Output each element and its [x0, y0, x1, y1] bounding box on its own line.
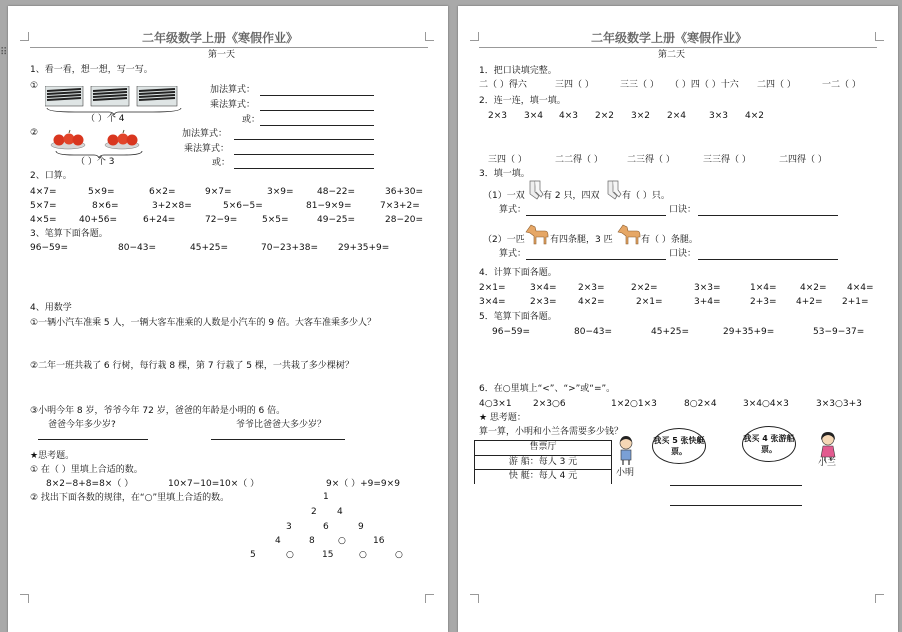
rhyme-item: （ ）四（ ）十六: [670, 80, 739, 90]
rhyme-item: 三四（ ）: [555, 80, 594, 90]
sub-question: 爷爷比爸爸大多少岁？: [236, 420, 327, 430]
oral-item: 72−9=: [205, 215, 238, 225]
think-question: ② 找出下面各数的规律，在“○”里填上合适的数。: [30, 493, 230, 503]
calc-item: 3×4=: [479, 297, 506, 307]
number-triangle-cell: 6: [323, 522, 329, 532]
oral-item: 48−22=: [317, 187, 355, 197]
rhyme-item: 二四（ ）: [757, 80, 796, 90]
speech-bubble: [742, 426, 796, 462]
match-top-item[interactable]: 2×3: [488, 111, 507, 121]
match-bottom-item[interactable]: 三四（ ）: [488, 155, 527, 165]
number-triangle-cell[interactable]: ○: [395, 550, 403, 560]
answer-blank[interactable]: [670, 505, 802, 506]
number-triangle-cell: 4: [275, 536, 281, 546]
answer-blank[interactable]: [698, 215, 838, 216]
written-calc-item: 29+35+9=: [338, 243, 390, 253]
answer-blank[interactable]: [234, 154, 374, 155]
ticket-office-table: [474, 440, 612, 484]
or-label: 或：: [212, 158, 231, 168]
bubble-text: 我买 5 张快艇票。: [653, 436, 705, 456]
match-top-item[interactable]: 3×3: [709, 111, 728, 121]
calc-item: 4×2=: [578, 297, 605, 307]
rhyme-label: 口诀：: [669, 205, 697, 215]
fill-text: （2）一匹: [483, 235, 525, 245]
crop-mark-icon: [470, 594, 479, 603]
socks-icon: [526, 180, 544, 200]
written-calc-item: 96−59=: [492, 327, 530, 337]
word-problem: ②二年一班共栽了 6 行树，每行栽 8 棵，第 7 行栽了 5 棵，一共栽了多少棵树？: [30, 361, 354, 371]
group-caption: （ ）个 4: [86, 114, 125, 124]
calc-item: 2+1=: [842, 297, 869, 307]
match-top-item[interactable]: 4×3: [559, 111, 578, 121]
oral-item: 4×5=: [30, 215, 57, 225]
number-triangle-cell: 3: [286, 522, 292, 532]
page-right: [458, 6, 898, 632]
calc-item: 3+4=: [694, 297, 721, 307]
calc-item: 2+3=: [750, 297, 777, 307]
match-bottom-item[interactable]: 三三得（ ）: [703, 155, 751, 165]
add-label: 加法算式：: [182, 129, 228, 139]
section-heading: 4．计算下面各题。: [479, 268, 557, 278]
day-label: 第一天: [208, 50, 236, 60]
calc-item: 2×1=: [479, 283, 506, 293]
calc-item: 4×2=: [800, 283, 827, 293]
oral-item: 8×6=: [92, 201, 119, 211]
section-heading: 2、口算。: [30, 171, 72, 181]
answer-blank[interactable]: [234, 139, 374, 140]
oral-item: 49−25=: [317, 215, 355, 225]
match-top-item[interactable]: 4×2: [745, 111, 764, 121]
number-triangle-cell: 8: [309, 536, 315, 546]
drag-handle-icon[interactable]: ⠿: [0, 47, 8, 58]
oral-item: 4×7=: [30, 187, 57, 197]
mul-label: 乘法算式：: [210, 100, 256, 110]
section-heading: ★思考题。: [30, 451, 75, 461]
compare-item: 1×2○1×3: [611, 399, 657, 409]
match-bottom-item[interactable]: 二二得（ ）: [555, 155, 603, 165]
socks-icon: [604, 180, 622, 200]
crop-mark-icon: [875, 32, 884, 41]
answer-blank[interactable]: [38, 439, 148, 440]
number-triangle-cell: 9: [358, 522, 364, 532]
section-heading: 5．笔算下面各题。: [479, 312, 557, 322]
ticket-price-row: 游 船：每人 3 元: [475, 455, 611, 469]
fill-item: 8×2−8+8=8×（ ）: [46, 479, 134, 489]
oral-item: 5×7=: [30, 201, 57, 211]
match-top-item[interactable]: 3×2: [631, 111, 650, 121]
speech-bubble: [652, 428, 706, 464]
page-title: 二年级数学上册《寒假作业》: [142, 31, 299, 45]
oral-item: 3×9=: [267, 187, 294, 197]
section-heading: 2．连一连，填一填。: [479, 96, 566, 106]
written-calc-item: 45+25=: [651, 327, 689, 337]
written-calc-item: 53−9−37=: [813, 327, 865, 337]
match-bottom-item[interactable]: 二四得（ ）: [779, 155, 827, 165]
rhyme-item: 二（ ）得六: [479, 80, 527, 90]
formula-label: 算式：: [499, 205, 527, 215]
calc-item: 3×4=: [530, 283, 557, 293]
oral-item: 6+24=: [143, 215, 176, 225]
answer-blank[interactable]: [670, 485, 802, 486]
number-triangle-cell: 15: [322, 550, 334, 560]
written-calc-item: 80−43=: [118, 243, 156, 253]
written-calc-item: 70−23+38=: [261, 243, 318, 253]
number-triangle-cell: 1: [323, 492, 329, 502]
compare-item: 4○3×1: [479, 399, 512, 409]
oral-item: 5×6−5=: [223, 201, 263, 211]
section-heading: 1．把口诀填完整。: [479, 66, 557, 76]
crop-mark-icon: [425, 594, 434, 603]
oral-item: 9×7=: [205, 187, 232, 197]
answer-blank[interactable]: [234, 168, 374, 169]
number-triangle-cell: 4: [337, 507, 343, 517]
think-question: ① 在（ ）里填上合适的数。: [30, 465, 143, 475]
ticket-office-title: 售票厅: [529, 442, 557, 452]
answer-blank[interactable]: [260, 95, 374, 96]
section-heading: 1、看一看，想一想，写一写。: [30, 65, 153, 75]
calc-item: 3×3=: [694, 283, 721, 293]
item-number: ②: [30, 128, 39, 138]
answer-blank[interactable]: [526, 259, 666, 260]
chopsticks-icon: [45, 86, 183, 108]
crop-mark-icon: [875, 594, 884, 603]
sub-question: 爸爸今年多少岁?: [48, 420, 116, 430]
oral-item: 81−9×9=: [306, 201, 352, 211]
section-heading: ★ 思考题：: [479, 413, 526, 423]
crop-mark-icon: [20, 32, 29, 41]
oral-item: 5×5=: [262, 215, 289, 225]
section-heading: 6．在○里填上“<”、“>”或“=”。: [479, 384, 616, 394]
section-heading: 4、用数学: [30, 303, 72, 313]
fill-text: 有（ ）条腿。: [641, 235, 698, 245]
calc-item: 4×4=: [847, 283, 874, 293]
title-rule: [479, 47, 877, 48]
answer-blank[interactable]: [211, 439, 345, 440]
formula-label: 算式：: [499, 249, 527, 259]
written-calc-item: 29+35+9=: [723, 327, 775, 337]
number-triangle-cell[interactable]: ○: [286, 550, 294, 560]
name-label: 小兰: [818, 458, 837, 468]
fill-item: 9×（ ）+9=9×9: [326, 479, 400, 489]
word-problem: ③小明今年 8 岁，爷爷今年 72 岁，爸爸的年龄是小明的 6 倍。: [30, 406, 286, 416]
horse-icon: [524, 223, 550, 245]
compare-item: 8○2×4: [684, 399, 717, 409]
oral-item: 28−20=: [385, 215, 423, 225]
oral-item: 6×2=: [149, 187, 176, 197]
match-top-item[interactable]: 2×4: [667, 111, 686, 121]
calc-item: 1×4=: [750, 283, 777, 293]
match-top-item[interactable]: 3×4: [524, 111, 543, 121]
crop-mark-icon: [425, 32, 434, 41]
item-number: ①: [30, 81, 39, 91]
number-triangle-cell[interactable]: ○: [338, 536, 346, 546]
compare-item: 3×4○4×3: [743, 399, 789, 409]
group-caption: （ ）个 3: [76, 157, 115, 167]
crop-mark-icon: [470, 32, 479, 41]
calc-item: 4+2=: [796, 297, 823, 307]
title-rule: [30, 47, 428, 48]
calc-item: 2×1=: [636, 297, 663, 307]
written-calc-item: 80−43=: [574, 327, 612, 337]
written-calc-item: 45+25=: [190, 243, 228, 253]
fill-text: （1）一双: [483, 191, 525, 201]
written-calc-item: 96−59=: [30, 243, 68, 253]
oral-item: 36+30=: [385, 187, 423, 197]
number-triangle-cell: 2: [311, 507, 317, 517]
oral-item: 5×9=: [88, 187, 115, 197]
rhyme-label: 口诀：: [669, 249, 697, 259]
page-left: [8, 6, 448, 632]
number-triangle-cell[interactable]: ○: [359, 550, 367, 560]
oral-item: 3+2×8=: [152, 201, 192, 211]
think-question: 算一算，小明和小兰各需要多少钱？: [479, 427, 624, 437]
word-problem: ①一辆小汽车准乘 5 人，一辆大客车准乘的人数是小汽车的 9 倍。大客车准乘多少人？: [30, 318, 376, 328]
answer-blank[interactable]: [260, 125, 374, 126]
rhyme-item: 三三（ ）: [620, 80, 659, 90]
oral-item: 40+56=: [79, 215, 117, 225]
mul-label: 乘法算式：: [184, 144, 230, 154]
match-top-item[interactable]: 2×2: [595, 111, 614, 121]
section-heading: 3．填一填。: [479, 169, 530, 179]
rhyme-item: 一二（ ）: [822, 80, 861, 90]
add-label: 加法算式：: [210, 85, 256, 95]
fill-text: 有 2 只，四双: [543, 191, 600, 201]
answer-blank[interactable]: [260, 110, 374, 111]
section-heading: 3、笔算下面各题。: [30, 229, 108, 239]
answer-blank[interactable]: [526, 215, 666, 216]
calc-item: 2×3=: [530, 297, 557, 307]
ticket-price-row: 快 艇：每人 4 元: [475, 469, 611, 483]
or-label: 或：: [242, 115, 261, 125]
bubble-text: 我买 4 张游船票。: [743, 434, 795, 454]
calc-item: 2×2=: [631, 283, 658, 293]
answer-blank[interactable]: [698, 259, 838, 260]
page-title: 二年级数学上册《寒假作业》: [591, 31, 748, 45]
day-label: 第二天: [658, 50, 686, 60]
fill-item: 10×7−10=10×（ ）: [168, 479, 260, 489]
boy-xiaoming-icon: [616, 434, 636, 466]
fill-text: 有四条腿，3 匹: [550, 235, 613, 245]
compare-item: 3×3○3+3: [816, 399, 862, 409]
apples-icon: [50, 125, 140, 151]
calc-item: 2×3=: [578, 283, 605, 293]
match-bottom-item[interactable]: 二三得（ ）: [627, 155, 675, 165]
number-triangle-cell: 16: [373, 536, 385, 546]
crop-mark-icon: [20, 594, 29, 603]
compare-item: 2×3○6: [533, 399, 566, 409]
fill-text: 有（ ）只。: [622, 191, 670, 201]
oral-item: 7×3+2=: [380, 201, 420, 211]
horse-icon: [616, 223, 642, 245]
name-label: 小明: [616, 468, 635, 478]
number-triangle-cell: 5: [250, 550, 256, 560]
